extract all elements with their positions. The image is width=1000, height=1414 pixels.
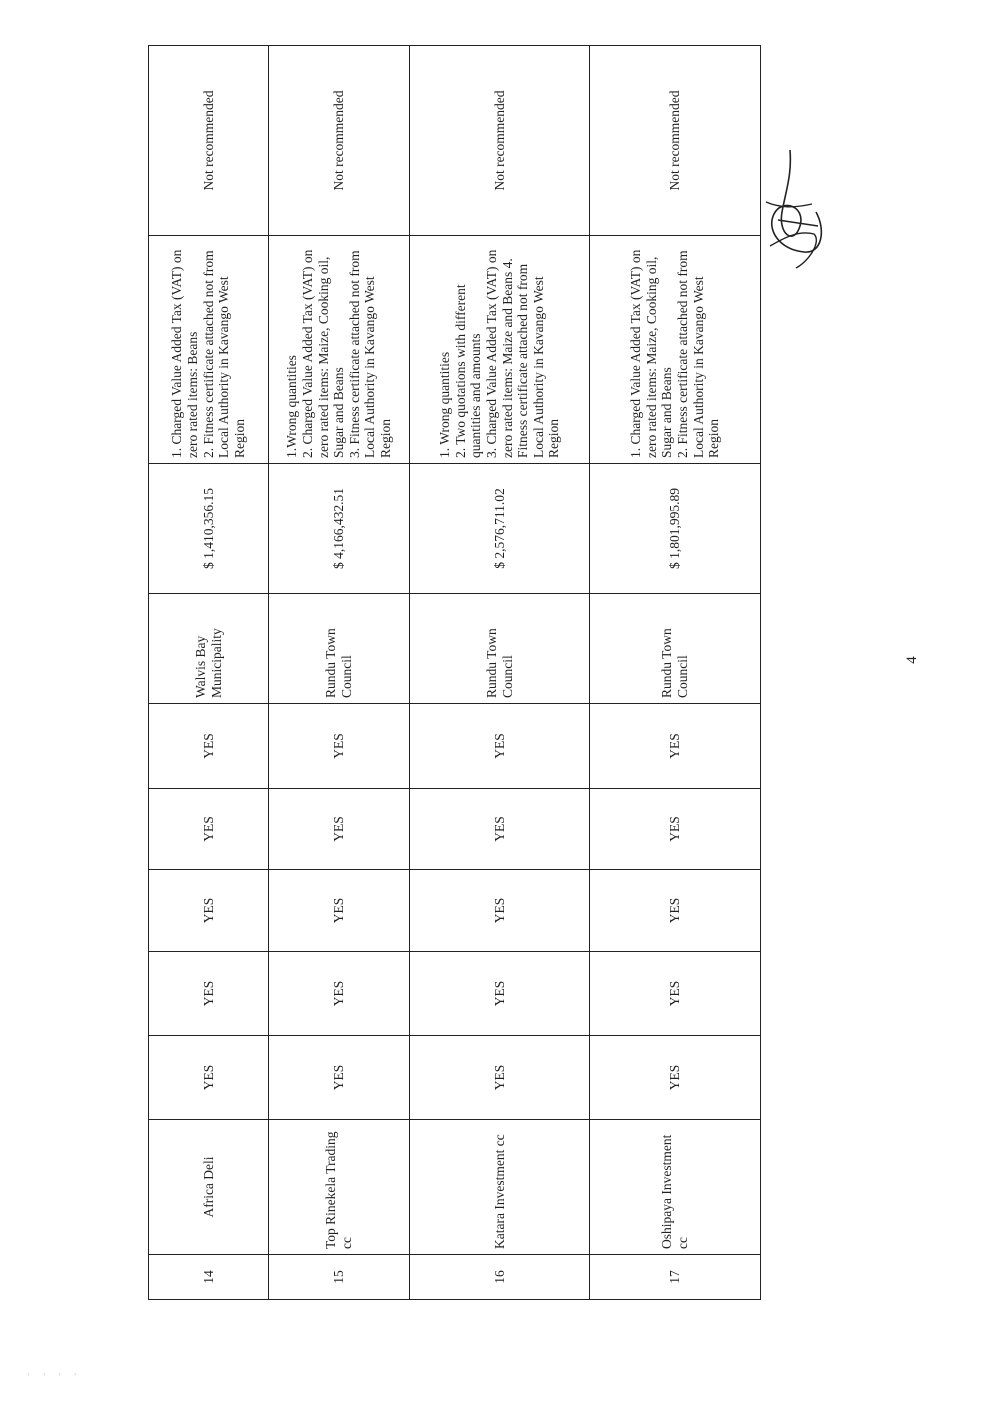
evaluation-table	[148, 45, 761, 1300]
findings-text: 1. Wrong quantities 2. Two quotations with different quantities and amounts 3. Charged Value Added Tax (VAT) on zero rated items: Maize and Beans 4. Fitness certificate attached not from Local Authority in Kavango West Region	[436, 249, 562, 458]
check-cell: YES	[410, 704, 590, 789]
check-cell: YES	[410, 952, 590, 1036]
recommendation: Not recommended	[590, 46, 761, 236]
handwritten-signature	[760, 150, 830, 275]
check-cell: YES	[149, 952, 269, 1036]
check-cell: YES	[149, 1036, 269, 1120]
findings	[410, 236, 590, 464]
amount: $ 4,166,432.51	[269, 464, 410, 594]
evaluation-table-rotated	[148, 46, 760, 1300]
amount: $ 1,801,995.89	[590, 464, 761, 594]
local-authority: Rundu Town Council	[410, 594, 590, 704]
check-cell: YES	[590, 789, 761, 870]
local-authority: Rundu Town Council	[269, 594, 410, 704]
company-name: Top Rinekela Trading cc	[269, 1120, 410, 1255]
row-number: 17	[590, 1255, 761, 1300]
local-authority: Walvis Bay Municipality	[149, 594, 269, 704]
recommendation: Not recommended	[269, 46, 410, 236]
recommendation: Not recommended	[410, 46, 590, 236]
check-cell: YES	[149, 870, 269, 952]
row-number: 14	[149, 1255, 269, 1300]
row-number: 15	[269, 1255, 410, 1300]
company-name: Oshipaya Investment cc	[590, 1120, 761, 1255]
check-cell: YES	[410, 1036, 590, 1120]
check-cell: YES	[269, 789, 410, 870]
amount: $ 1,410,356.15	[149, 464, 269, 594]
table-row	[590, 46, 761, 1300]
scan-specks: ' ' ' '	[28, 1372, 82, 1381]
check-cell: YES	[269, 1036, 410, 1120]
table-row	[269, 46, 410, 1300]
company-name: Katara Investment cc	[410, 1120, 590, 1255]
page-number: 4	[904, 656, 920, 664]
check-cell: YES	[590, 1036, 761, 1120]
findings	[590, 236, 761, 464]
row-number: 16	[410, 1255, 590, 1300]
check-cell: YES	[149, 704, 269, 789]
findings-text: 1.Wrong quantities 2. Charged Value Added Tax (VAT) on zero rated items: Maize, Cooking oil, Sugar and Beans 3. Fitness certificate attached not from Local Authority in Kavango West Region	[284, 249, 394, 458]
company-name: Africa Deli	[149, 1120, 269, 1255]
findings	[149, 236, 269, 464]
check-cell: YES	[269, 952, 410, 1036]
check-cell: YES	[410, 870, 590, 952]
table-row	[149, 46, 269, 1300]
check-cell: YES	[590, 704, 761, 789]
findings	[269, 236, 410, 464]
check-cell: YES	[269, 870, 410, 952]
check-cell: YES	[590, 870, 761, 952]
local-authority: Rundu Town Council	[590, 594, 761, 704]
check-cell: YES	[269, 704, 410, 789]
check-cell: YES	[410, 789, 590, 870]
findings-text: 1. Charged Value Added Tax (VAT) on zero rated items: Beans 2. Fitness certificate attached not from Local Authority in Kavango West Region	[169, 249, 247, 458]
check-cell: YES	[149, 789, 269, 870]
check-cell: YES	[590, 952, 761, 1036]
recommendation: Not recommended	[149, 46, 269, 236]
amount: $ 2,576,711.02	[410, 464, 590, 594]
table-row	[410, 46, 590, 1300]
findings-text: 1. Charged Value Added Tax (VAT) on zero rated items: Maize, Cooking oil, Sugar and Beans 2. Fitness certificate attached not from Local Authority in Kavango West Region	[628, 249, 722, 458]
